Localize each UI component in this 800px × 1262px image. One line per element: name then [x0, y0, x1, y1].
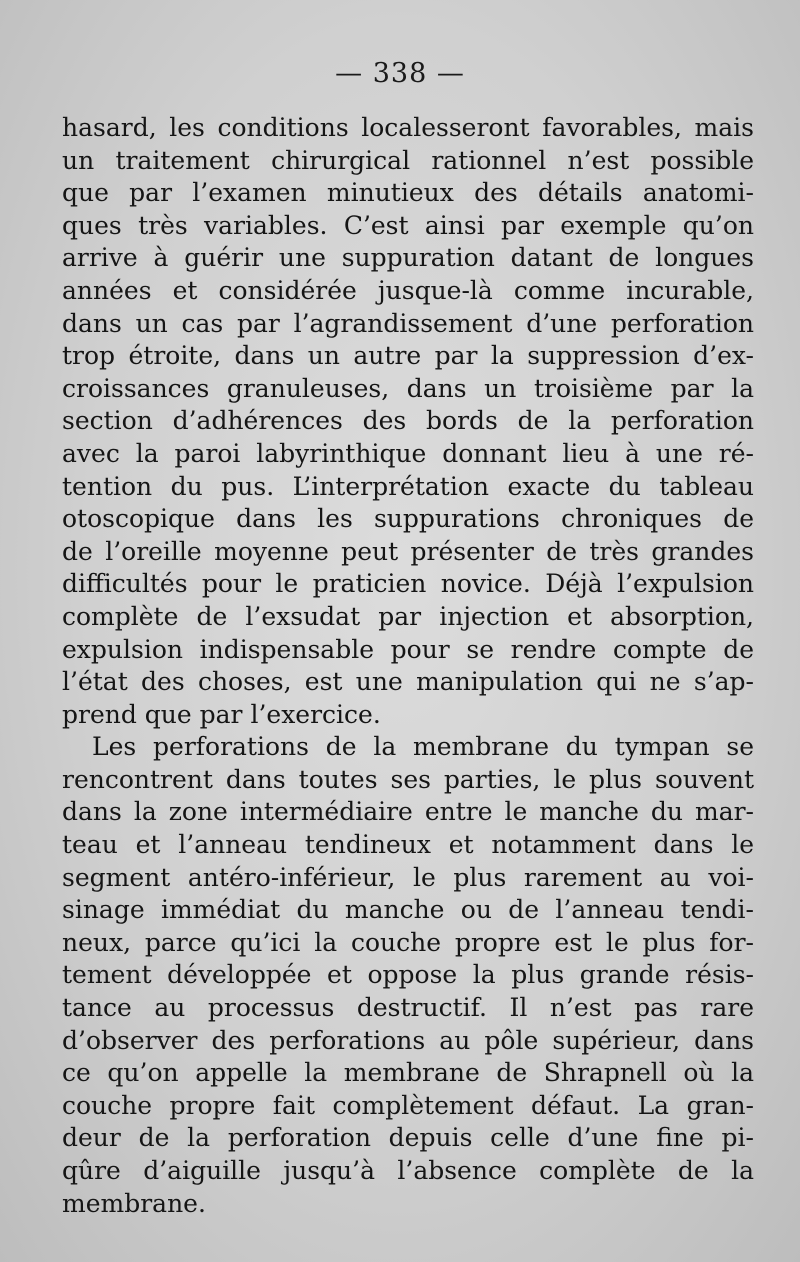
text-line: teau et l’anneau tendineux et notamment dans le — [62, 830, 754, 860]
text-line: de l’oreille moyenne peut présenter de très grandes — [62, 536, 754, 566]
text-line: l’état des choses, est une manipulation qui ne s’ap- — [62, 667, 754, 697]
text-line: tention du pus. L’interprétation exacte du tableau — [62, 471, 754, 501]
text-line: ce qu’on appelle la membrane de Shrapnell où la — [62, 1058, 754, 1088]
text-line: neux, parce qu’ici la couche propre est le plus for- — [62, 927, 754, 957]
text-line: segment antéro-inférieur, le plus rarement au voi- — [62, 862, 754, 892]
text-line: d’observer des perforations au pôle supérieur, dans — [62, 1025, 754, 1055]
paragraph-end-line: prend que par l’exercice. — [62, 699, 381, 729]
page-number: — 338 — — [335, 58, 465, 89]
text-line: difficultés pour le praticien novice. Déjà l’expulsion — [62, 569, 754, 599]
text-line: hasard, les conditions localesseront favorables, mais — [62, 113, 754, 142]
paragraph-start-line: Les perforations de la membrane du tympan se — [92, 732, 754, 762]
text-line: section d’adhérences des bords de la perforation — [62, 406, 754, 436]
paragraph-end-line: membrane. — [62, 1188, 206, 1218]
text-line: croissances granuleuses, dans un troisième par la — [62, 373, 754, 403]
text-line: dans la zone intermédiaire entre le manche du mar- — [62, 797, 754, 827]
text-line: ques très variables. C’est ainsi par exemple qu’on — [62, 210, 754, 240]
text-line: avec la paroi labyrinthique donnant lieu à une ré- — [62, 438, 754, 468]
text-line: complète de l’exsudat par injection et absorption, — [62, 601, 754, 631]
text-line: arrive à guérir une suppuration datant de longues — [62, 243, 754, 273]
text-line: dans un cas par l’agrandissement d’une perforation — [62, 308, 754, 338]
text-line: rencontrent dans toutes ses parties, le plus souvent — [62, 764, 754, 794]
text-line: sinage immédiat du manche ou de l’anneau tendi- — [62, 895, 754, 925]
text-line: que par l’examen minutieux des détails anatomi- — [62, 178, 754, 208]
text-line: tement développée et oppose la plus grande résis- — [62, 960, 754, 990]
text-line: un traitement chirurgical rationnel n’est possible — [62, 145, 754, 175]
text-line: expulsion indispensable pour se rendre compte de — [62, 634, 754, 664]
body-text — [62, 112, 754, 1220]
text-line: tance au processus destructif. Il n’est pas rare — [62, 993, 754, 1023]
text-line: otoscopique dans les suppurations chroniques de — [62, 504, 754, 534]
text-line: qûre d’aiguille jusqu’à l’absence complète de la — [62, 1156, 754, 1185]
text-line: années et considérée jusque-là comme incurable, — [62, 275, 754, 305]
text-line: trop étroite, dans un autre par la suppression d’ex- — [62, 341, 754, 371]
text-line: couche propre fait complètement défaut. La gran- — [62, 1090, 754, 1120]
text-line: deur de la perforation depuis celle d’une fine pi- — [62, 1123, 754, 1153]
